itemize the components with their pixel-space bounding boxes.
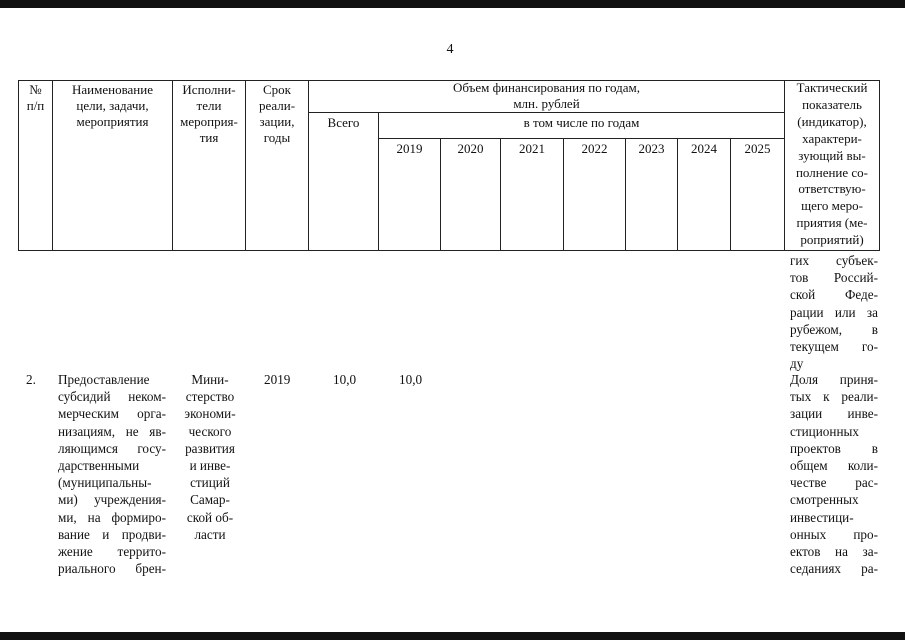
header-year: 2022 [581, 141, 608, 156]
header-term: Срок реали- зации, годы [258, 82, 296, 145]
header-year: 2023 [638, 141, 665, 156]
header-year: 2020 [457, 141, 484, 156]
row-name: Предоставление субсидий неком- мерческим орга- низациям, не яв- ляющимся госу- дарственными (муниципальны- ми) учреждения- ми, на формиро- вание и продви- жение террито- риального брен- [58, 372, 166, 577]
header-name: Наименование цели, задачи, мероприятия [72, 82, 153, 129]
header-number: № п/п [26, 82, 45, 113]
header-year: 2024 [691, 141, 717, 156]
header-executors: Исполни- тели мероприя- тия [180, 82, 238, 145]
header-year: 2021 [519, 141, 545, 156]
header-by-year: в том числе по годам [523, 115, 640, 130]
top-border [0, 0, 905, 8]
header-total: Всего [327, 115, 360, 130]
header-year: 2019 [396, 141, 423, 156]
row-2019: 10,0 [399, 372, 423, 387]
row-executors: Мини- стерство экономи- ческого развития и инве- стиций Самар- ской об- ласти [184, 372, 236, 542]
row-number: 2. [26, 372, 36, 387]
row-total: 10,0 [333, 372, 357, 387]
page-number: 4 [446, 42, 454, 57]
row-indicator: Доля приня- тых к реали- зации инве- стиционных проектов в общем коли- честве рас- смотренных инвестици- онных про- ектов на за- седаниях ра- [790, 372, 878, 577]
bottom-border [0, 632, 905, 640]
header-funding: Объем финансирования по годам, млн. рублей [452, 80, 641, 111]
header-year: 2025 [744, 141, 771, 156]
row-term: 2019 [264, 372, 291, 387]
header-indicator: Тактический показатель (индикатор), характери- зующий вы- полнение со- ответствую- щего меро- приятия (ме- роприятий) [795, 80, 869, 248]
carryover-indicator-text: гих субъек- тов Россий- ской Феде- рации или за рубежом, в текущем го- ду [790, 253, 878, 372]
